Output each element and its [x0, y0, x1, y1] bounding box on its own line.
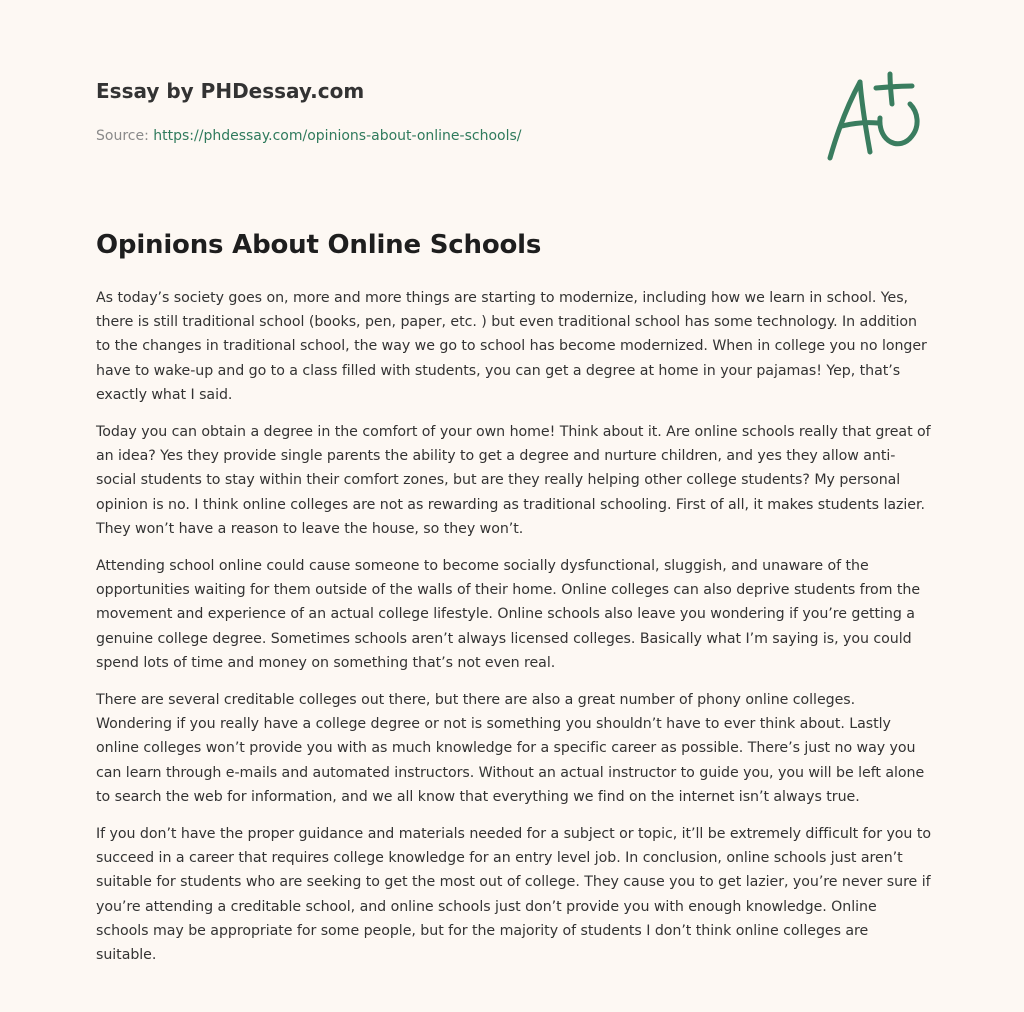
essay-content	[96, 229, 932, 980]
essay-paragraph-5: If you don’t have the proper guidance and materials needed for a subject or topic, it’ll be extremely difficult for you to succeed in a career that requires college knowledge for an entry level job. In conclusion, online schools just aren’t suitable for students who are seeking to get the most out of college. They cause you to get lazier, you’re never sure if you’re attending a creditable school, and online schools just don’t provide you with enough knowledge. Online schools may be appropriate for some people, but for the majority of students I don’t think online colleges are suitable.	[96, 826, 931, 964]
essay-paragraph-1: As today’s society goes on, more and more things are starting to modernize, including how we learn in school. Yes, there is still traditional school (books, pen, paper, etc. ) but even traditional school has some technology. In addition to the changes in traditional school, the way we go to school has become modernized. When in college you no longer have to wake-up and go to a class filled with students, you can get a degree at home in your pajamas! Yep, that’s exactly what I said.	[96, 290, 927, 403]
essay-paragraph-3: Attending school online could cause someone to become socially dysfunctional, sluggish, and unaware of the opportunities waiting for them outside of the walls of their home. Online colleges can also deprive students from the movement and experience of an actual college lifestyle. Online schools also leave you wondering if you’re getting a genuine college degree. Sometimes schools aren’t always licensed colleges. Basically what I’m saying is, you could spend lots of time and money on something that’s not even real.	[96, 558, 921, 671]
a-plus-logo-icon	[822, 68, 926, 164]
source-line	[96, 127, 928, 145]
site-title: Essay by PHDessay.com	[96, 79, 365, 103]
essay-paragraph-2: Today you can obtain a degree in the comfort of your own home! Think about it. Are online schools really that great of an idea? Yes they provide single parents the ability to get a degree and nurture children, and yes they allow anti-social students to stay within their comfort zones, but are they really helping other college students? My personal opinion is no. I think online colleges are not as rewarding as traditional schooling. First of all, it makes students lazier. They won’t have a reason to leave the house, so they won’t.	[96, 424, 931, 537]
source-link[interactable]: https://phdessay.com/opinions-about-online-schools/	[153, 128, 522, 144]
essay-title: Opinions About Online Schools	[96, 230, 542, 260]
source-label: Source:	[96, 128, 149, 144]
essay-paragraph-4: There are several creditable colleges out there, but there are also a great number of phony online colleges. Wondering if you really have a college degree or not is something you shouldn’t have to ever think about. Lastly online colleges won’t provide you with as much knowledge for a specific career as possible. There’s just no way you can learn through e-mails and automated instructors. Without an actual instructor to guide you, you will be left alone to search the web for information, and we all know that everything we find on the internet isn’t always true.	[96, 692, 925, 805]
page-header	[96, 78, 928, 145]
